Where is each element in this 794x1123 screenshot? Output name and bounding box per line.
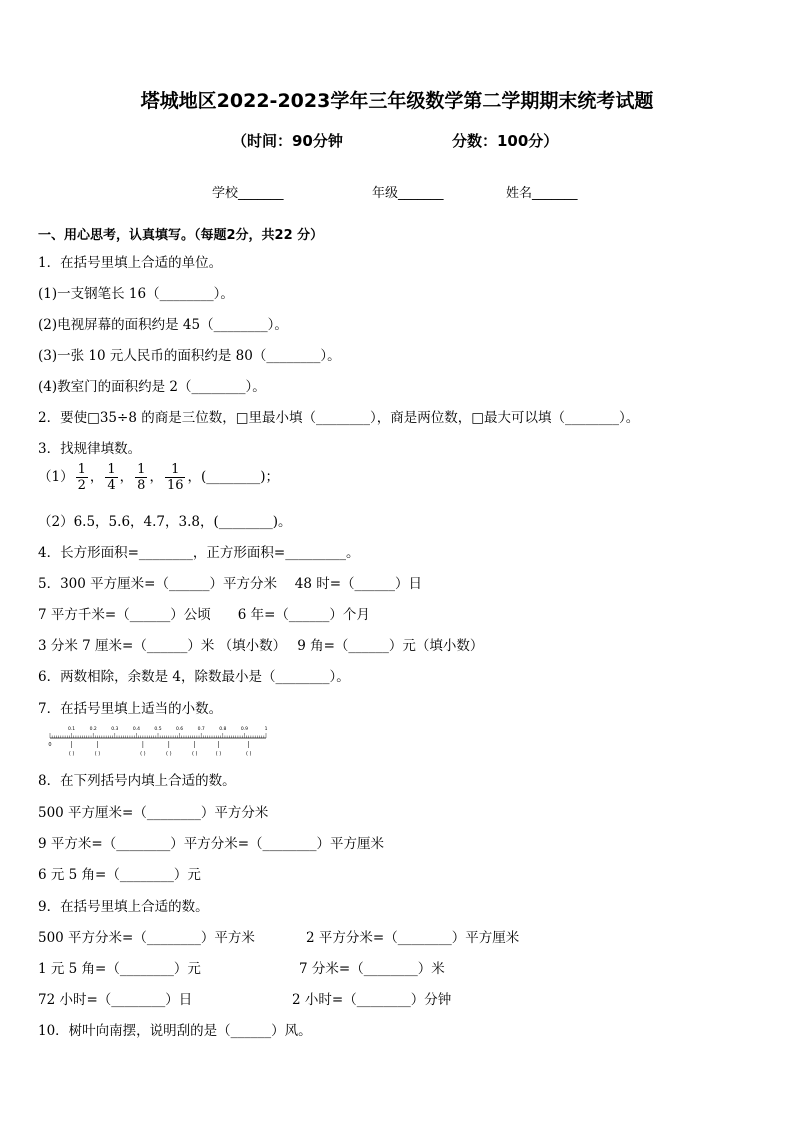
page-title: 塔城地区2022-2023学年三年级数学第二学期期末统考试题: [140, 90, 654, 112]
question-4: 4．长方形面积=________，正方形面积=_________。: [38, 545, 360, 561]
answer-blank: ( ): [166, 751, 172, 757]
question-5-line3: 3 分米 7 厘米=（______）米 （填小数） 9 角=（______）元（填小数）: [38, 638, 484, 654]
question-6: 6．两数相除，余数是 4，除数最小是（________）。: [38, 669, 350, 685]
fraction: $\frac{1}{16}$: [166, 462, 184, 493]
question-9-line1b: 2 平方分米=（________）平方厘米: [306, 930, 520, 946]
school-field[interactable]: 学校_______: [212, 186, 284, 201]
ruler-tick-label: 0.3: [111, 727, 119, 732]
ruler-tick-label: 0.4: [132, 727, 140, 732]
ruler-tick-label: 0.6: [176, 727, 184, 732]
question-8-stem: 8．在下列括号内填上合适的数。: [38, 773, 236, 789]
answer-blank: ( ): [245, 751, 252, 757]
answer-blank: ( ): [215, 751, 222, 757]
exam-time: （时间：90分钟: [232, 132, 343, 150]
question-10: 10．树叶向南摆，说明刮的是（______）风。: [38, 1023, 312, 1039]
fraction: $\frac{1}{2}$: [77, 462, 86, 493]
ruler-tick-label: 0.2: [89, 727, 97, 732]
question-3-part1: （1） $\frac{1}{2}$ ， $\frac{1}{4}$ ， $\frac{1}{8}$ ， $\frac{1}{16}$ ，(________)；: [38, 462, 280, 493]
ruler-tick-label: 0.1: [68, 727, 76, 732]
exam-score: 分数：100分）: [452, 132, 559, 150]
question-9-line1a: 500 平方分米=（________）平方米: [38, 930, 255, 946]
question-9-line2b: 7 分米=（________）米: [299, 961, 445, 977]
part1-label: （1）: [38, 469, 74, 485]
answer-blank: ( ): [68, 751, 75, 757]
question-1d: (4)教室门的面积约是 2（________）。: [38, 379, 266, 395]
question-9-stem: 9．在括号里填上合适的数。: [38, 899, 209, 915]
answer-blank: ( ): [94, 751, 101, 757]
question-7: 7．在括号里填上适当的小数。: [38, 701, 223, 717]
question-9-line2a: 1 元 5 角=（________）元: [38, 961, 201, 977]
question-8-line1: 500 平方厘米=（________）平方分米: [38, 805, 269, 821]
question-5-line1: 5．300 平方厘米=（______）平方分米 48 时=（______）日: [38, 576, 423, 592]
question-1b: (2)电视屏幕的面积约是 45（________）。: [38, 317, 288, 333]
question-1c: (3)一张 10 元人民币的面积约是 80（________）。: [38, 348, 341, 364]
question-2: 2．要使□35÷8 的商是三位数，□里最小填（________），商是两位数，□最大可以填（________）。: [38, 410, 640, 426]
question-8-line3: 6 元 5 角=（________）元: [38, 867, 201, 883]
question-3-part2: （2）6.5，5.6，4.7，3.8，(________)。: [38, 514, 292, 530]
question-1a: (1)一支钢笔长 16（________）。: [38, 286, 234, 302]
ruler-tick-label: 0.8: [219, 727, 227, 732]
fraction: $\frac{1}{4}$: [107, 462, 116, 493]
question-9-line3b: 2 小时=（________）分钟: [292, 992, 452, 1008]
ruler-tick-label: 0.5: [154, 727, 162, 732]
question-9-line3a: 72 小时=（________）日: [38, 992, 193, 1008]
answer-blank: ( ): [140, 751, 146, 757]
part1-tail: ，(________)；: [187, 469, 280, 485]
question-8-line2: 9 平方米=（________）平方分米=（________）平方厘米: [38, 836, 385, 852]
name-field[interactable]: 姓名_______: [506, 186, 578, 201]
question-5-line2: 7 平方千米=（______）公顷 6 年=（______）个月: [38, 607, 370, 623]
ruler-tick-label: 1: [264, 727, 268, 732]
answer-blank: ( ): [191, 751, 198, 757]
question-3-stem: 3．找规律填数。: [38, 441, 142, 457]
ruler-tick-label: 0.7: [197, 727, 205, 732]
number-line: [44, 722, 274, 758]
section-heading: 一、用心思考，认真填写。（每题2分，共22 分）: [38, 228, 324, 243]
ruler-tick-label: 0.9: [240, 727, 248, 732]
grade-field[interactable]: 年级_______: [372, 186, 444, 201]
question-1-stem: 1．在括号里填上合适的单位。: [38, 255, 223, 271]
fraction: $\frac{1}{8}$: [137, 462, 146, 493]
ruler-zero-label: 0: [48, 742, 52, 748]
